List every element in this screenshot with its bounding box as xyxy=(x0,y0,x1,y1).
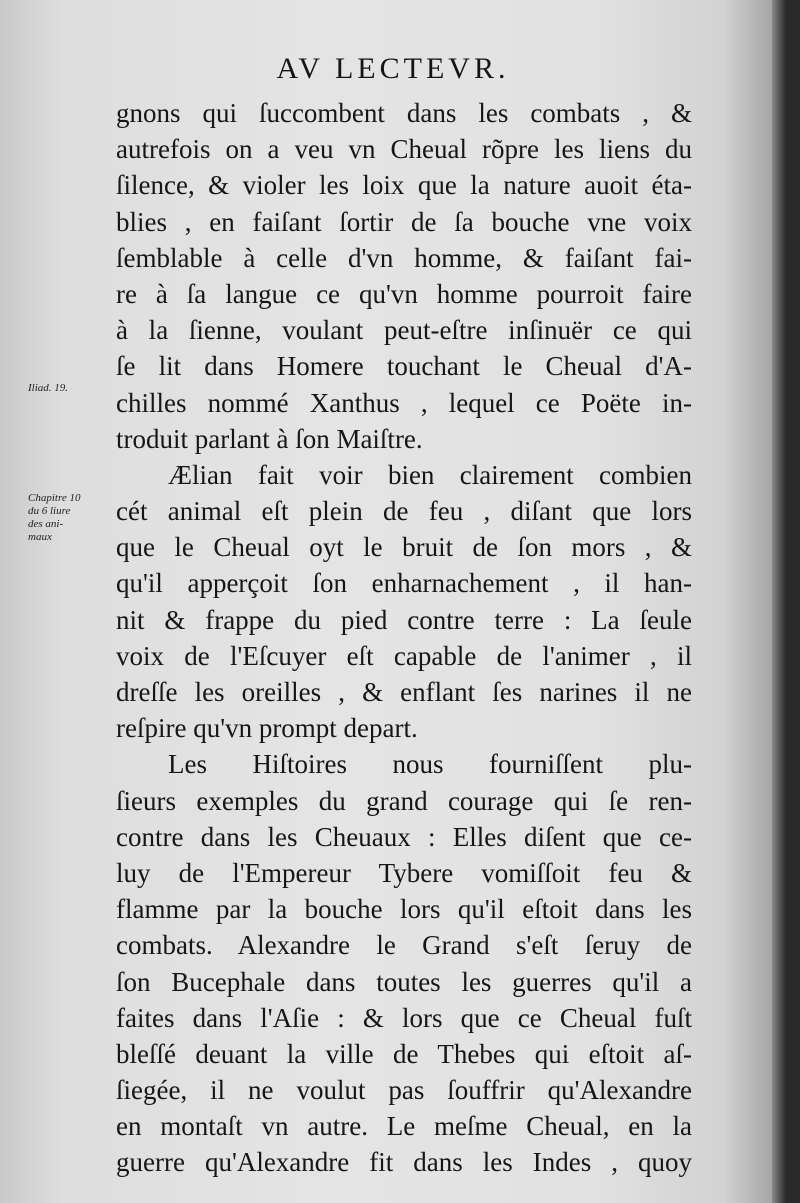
text-line: ſemblable à celle d'vn homme, & faiſant fai- xyxy=(116,242,692,273)
text-line: gnons qui ſuccombent dans les combats , & xyxy=(116,98,692,128)
text-line: combats. Alexandre le Grand s'eſt ſeruy de xyxy=(116,930,692,961)
body-text xyxy=(116,95,692,1181)
text-line: blies , en faiſant ſortir de ſa bouche vne voix xyxy=(116,206,692,237)
margin-note-aelian xyxy=(28,492,112,544)
page-edge-shadow xyxy=(772,0,786,1203)
text-line: dreſſe les oreilles , & enflant ſes narines il ne xyxy=(116,677,692,707)
running-head: AV LECTEVR. xyxy=(276,52,510,85)
margin-note-line: maux xyxy=(28,531,52,543)
margin-note-line: du 6 liure xyxy=(28,505,71,517)
text-line: reſpire qu'vn prompt depart. xyxy=(116,713,418,744)
text-line: à la ſienne, voulant peut-eſtre inſinuër ce qui xyxy=(116,315,692,346)
margin-note-line: des ani- xyxy=(28,518,64,530)
text-line: ſiegée, il ne voulut pas ſouffrir qu'Alexandre xyxy=(116,1075,692,1106)
text-line: bleſſé deuant la ville de Thebes qui eſtoit aſ- xyxy=(116,1038,692,1069)
text-line: ſieurs exemples du grand courage qui ſe ren- xyxy=(116,785,692,816)
text-line: luy de l'Empereur Tybere vomiſſoit feu & xyxy=(116,857,692,888)
text-line: ſilence, & violer les loix que la nature auoit éta- xyxy=(116,170,692,201)
margin-note-line: Iliad. 19. xyxy=(28,382,69,394)
text-line: troduit parlant à ſon Maiſtre. xyxy=(116,423,423,454)
text-line: voix de l'Eſcuyer eſt capable de l'animer , il xyxy=(116,640,692,671)
margin-note-iliad xyxy=(28,382,112,395)
text-line: guerre qu'Alexandre fit dans les Indes , quoy xyxy=(116,1147,692,1178)
text-line: re à ſa langue ce qu'vn homme pourroit faire xyxy=(116,278,692,309)
text-line: que le Cheual oyt le bruit de ſon mors , & xyxy=(116,532,692,563)
text-line: Les Hiſtoires nous fourniſſent plu- xyxy=(168,749,692,780)
text-line: cét animal eſt plein de feu , diſant que lors xyxy=(116,496,692,527)
text-line: Ælian fait voir bien clairement combien xyxy=(168,459,692,490)
text-line: nit & frappe du pied contre terre : La ſeule xyxy=(116,604,692,635)
text-line: qu'il apperçoit ſon enharnachement , il han- xyxy=(116,568,692,599)
text-line: ſon Bucephale dans toutes les guerres qu'il a xyxy=(116,966,692,997)
text-line: autrefois on a veu vn Cheual rõpre les liens du xyxy=(116,134,692,165)
text-line: chilles nommé Xanthus , lequel ce Poëte in- xyxy=(116,387,692,418)
text-line: flamme par la bouche lors qu'il eſtoit dans les xyxy=(116,894,692,925)
text-line: en montaſt vn autre. Le meſme Cheual, en la xyxy=(116,1111,692,1142)
margin-note-line: Chapitre 10 xyxy=(28,492,81,504)
text-line: contre dans les Cheuaux : Elles diſent que ce- xyxy=(116,821,692,852)
text-line: ſe lit dans Homere touchant le Cheual d'A- xyxy=(116,351,692,382)
text-line: faites dans l'Aſie : & lors que ce Cheual fuſt xyxy=(116,1002,692,1033)
